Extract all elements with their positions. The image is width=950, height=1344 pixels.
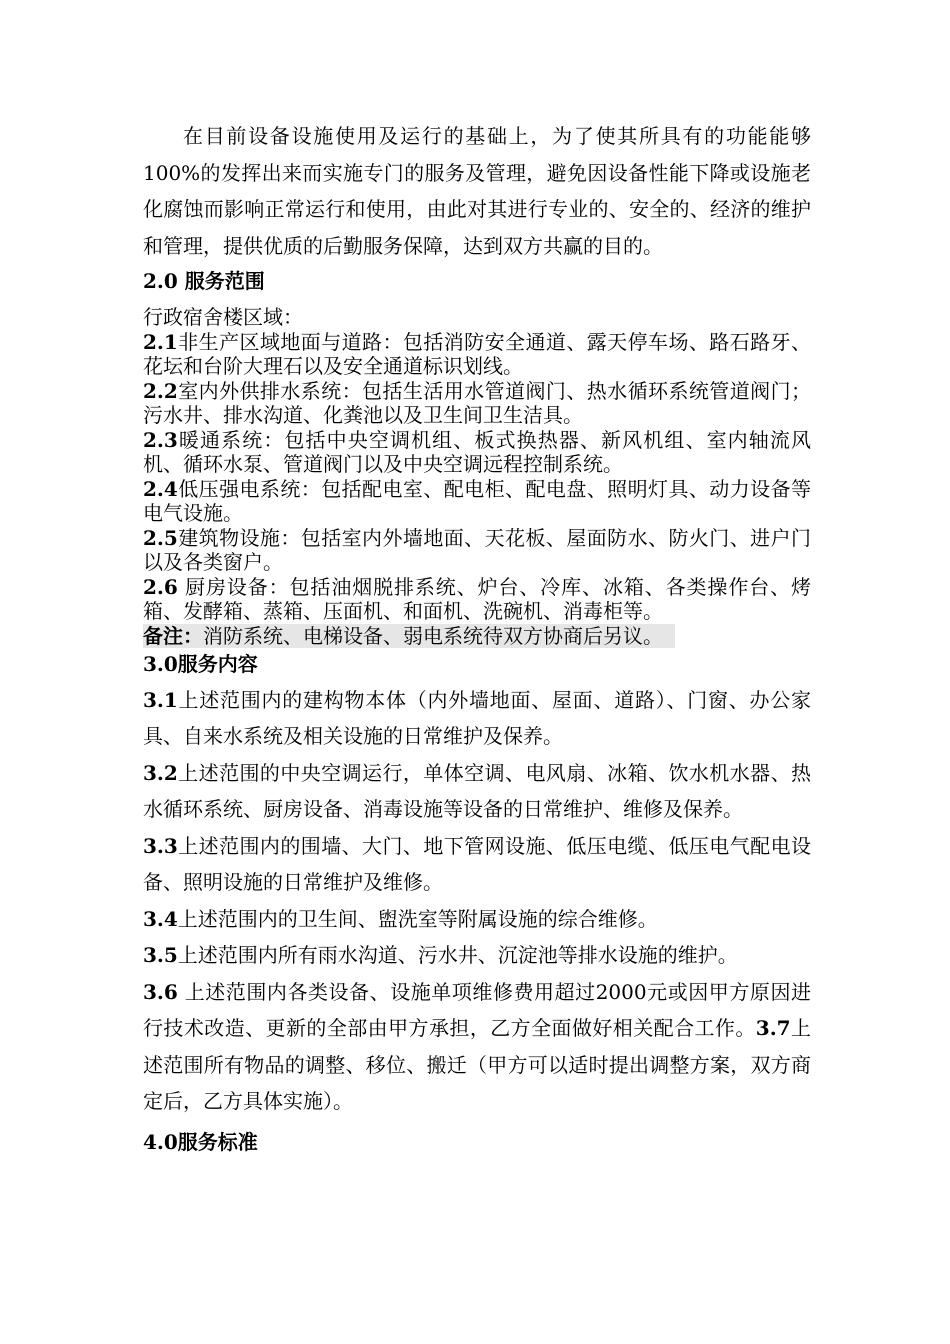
item-text: 上述范围内所有雨水沟道、污水井、沉淀池等排水设施的维护。 [177, 943, 738, 967]
item-text: 厨房设备：包括油烟脱排系统、炉台、冷库、冰箱、各类操作台、烤箱、发酵箱、蒸箱、压面机、和面机、洗碗机、消毒柜等。 [143, 574, 811, 623]
service-content-list [143, 682, 811, 1120]
item-number: 3.7 [755, 1016, 791, 1040]
content-item-3-1 [143, 682, 811, 755]
item-text: 上述范围所有物品的调整、移位、搬迁（甲方可以适时提出调整方案，双方商定后，乙方具体实施）。 [143, 1016, 812, 1113]
item-text: 室内外供排水系统：包括生活用水管道阀门、热水循环系统管道阀门；污水井、排水沟道、化粪池以及卫生间卫生洁具。 [143, 378, 811, 427]
content-item-3-6-3-7 [143, 974, 811, 1120]
note-highlight [143, 624, 675, 648]
item-number: 3.6 [143, 979, 178, 1004]
item-text: 低压强电系统：包括配电室、配电柜、配电盘、照明灯具、动力设备等电气设施。 [143, 476, 811, 525]
section-4-heading: 4.0服务标准 [143, 1129, 258, 1154]
note-text: 消防系统、电梯设备、弱电系统待双方协商后另议。 [203, 623, 663, 648]
item-number: 2.2 [143, 378, 178, 403]
content-item-3-2 [143, 755, 811, 828]
scope-item-2-1 [143, 330, 811, 379]
content-item-3-5 [143, 937, 811, 974]
note-block [143, 624, 811, 648]
scope-item-2-2 [143, 379, 811, 428]
area-label: 行政宿舍楼区域： [143, 305, 303, 329]
content-item-3-4 [143, 901, 811, 938]
content-item-3-3 [143, 828, 811, 901]
item-number: 2.3 [143, 427, 178, 452]
item-number: 2.6 [143, 574, 178, 599]
scope-item-2-4 [143, 477, 811, 526]
item-number: 3.1 [143, 687, 178, 712]
item-number: 3.5 [143, 943, 178, 967]
item-text: 上述范围内的卫生间、盥洗室等附属设施的综合维修。 [177, 906, 658, 931]
item-text: 上述范围内各类设备、设施单项维修费用超过2000元或因甲方原因进行技术改造、更新的全部由甲方承担，乙方全面做好相关配合工作。 [143, 979, 811, 1040]
item-text: 上述范围的中央空调运行，单体空调、电风扇、冰箱、饮水机水器、热水循环系统、厨房设备、消毒设施等设备的日常维护、维修及保养。 [143, 760, 811, 821]
item-number: 2.4 [143, 476, 178, 501]
item-text: 非生产区域地面与道路：包括消防安全通道、露天停车场、路石路牙、花坛和台阶大理石以及安全通道标识划线。 [143, 329, 811, 378]
item-text: 暖通系统：包括中央空调机组、板式换热器、新风机组、室内轴流风机、循环水泵、管道阀门以及中央空调远程控制系统。 [143, 427, 811, 476]
item-number: 3.3 [143, 833, 178, 858]
intro-paragraph: 在目前设备设施使用及运行的基础上，为了使其所具有的功能能够100%的发挥出来而实施专门的服务及管理，避免因设备性能下降或设施老化腐蚀而影响正常运行和使用，由此对其进行专业的、安全的、经济的维护和管理，提供优质的后勤服务保障，达到双方共赢的目的。 [143, 124, 811, 258]
item-text: 上述范围内的建构物本体（内外墙地面、屋面、道路）、门窗、办公家具、自来水系统及相关设施的日常维护及保养。 [143, 687, 811, 748]
item-text: 建筑物设施：包括室内外墙地面、天花板、屋面防水、防火门、进户门以及各类窗户。 [143, 525, 811, 574]
item-number: 2.1 [143, 329, 178, 354]
document-body [143, 118, 811, 1154]
item-number: 3.2 [143, 760, 178, 785]
scope-item-2-3 [143, 428, 811, 477]
scope-item-2-5 [143, 526, 811, 575]
scope-item-2-6 [143, 575, 811, 624]
section-2-heading: 2.0 服务范围 [143, 269, 265, 293]
item-number: 3.4 [143, 906, 178, 931]
item-text: 上述范围内的围墙、大门、地下管网设施、低压电缆、低压电气配电设备、照明设施的日常维护及维修。 [143, 833, 811, 894]
section-3-heading: 3.0服务内容 [143, 651, 258, 676]
note-label: 备注： [143, 623, 203, 648]
item-number: 2.5 [143, 525, 178, 550]
